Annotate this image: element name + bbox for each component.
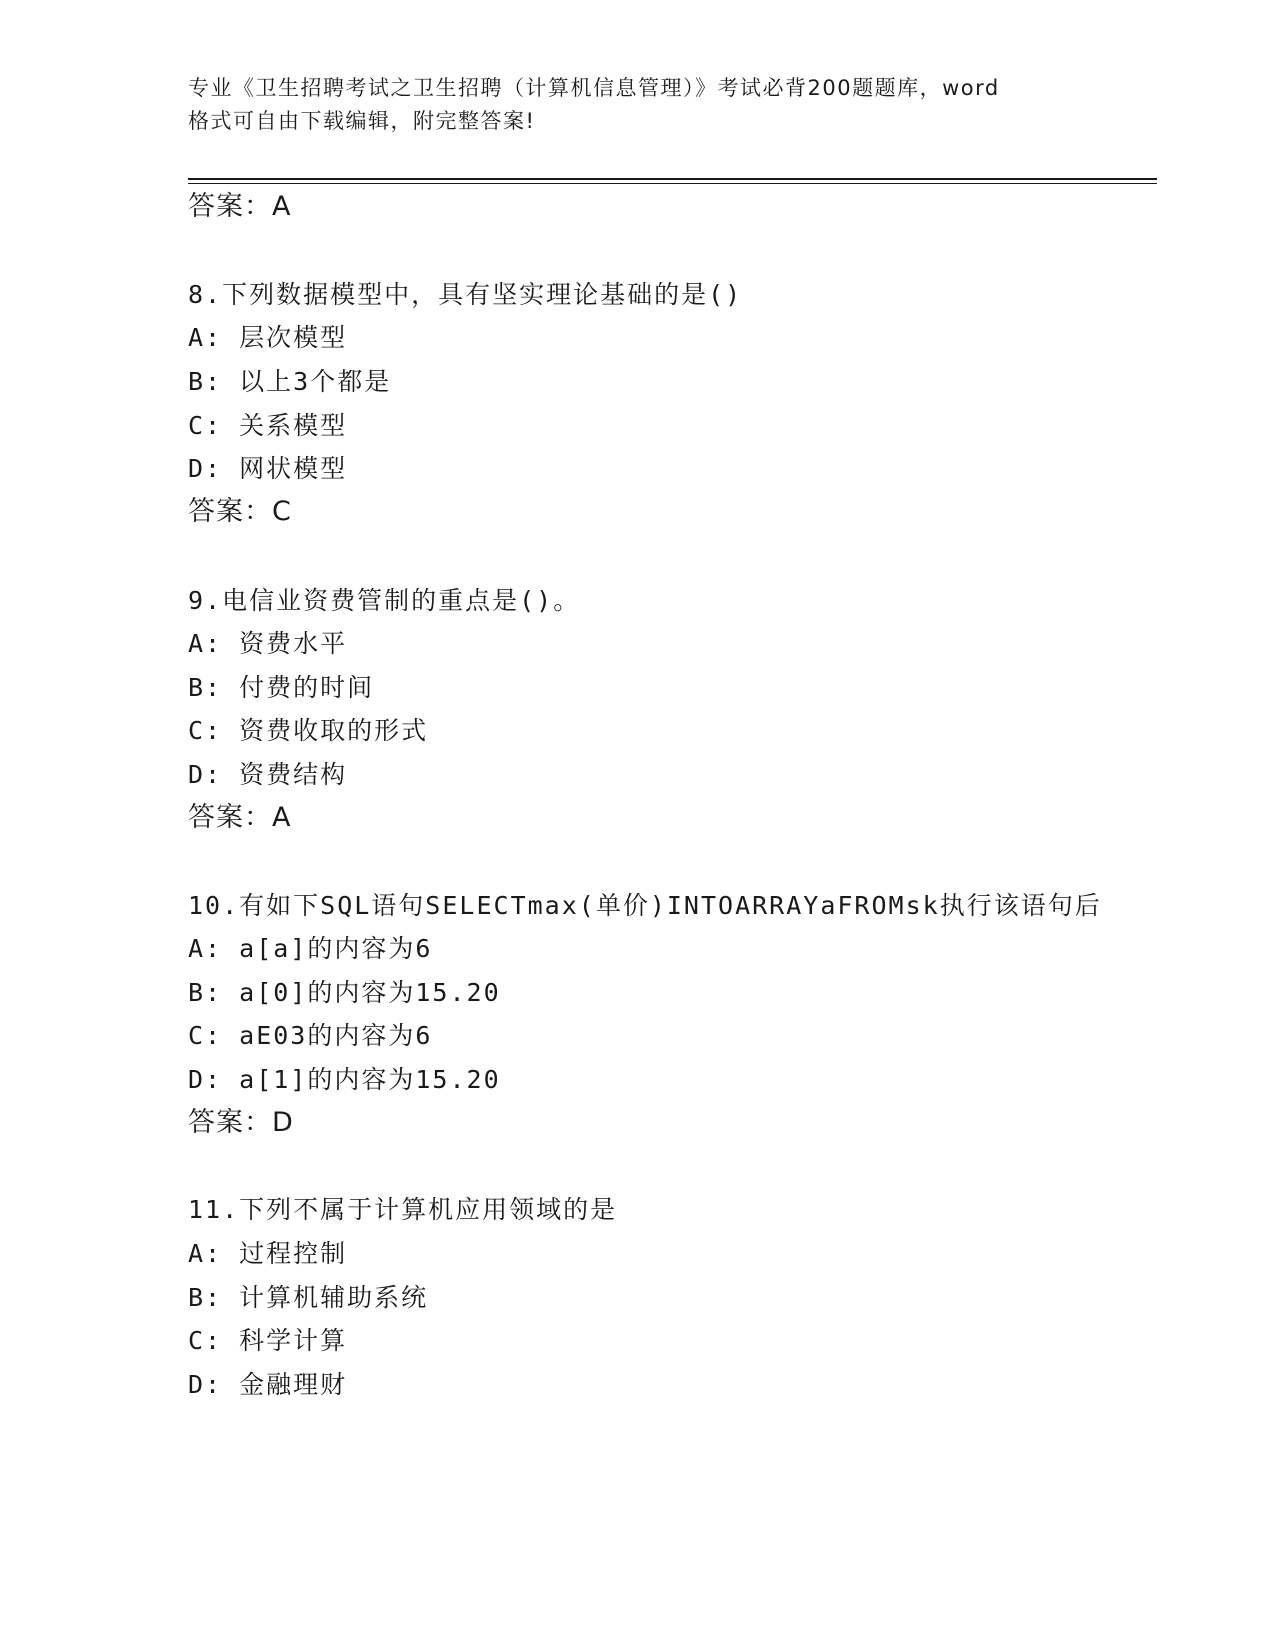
option-a: A: 层次模型 [188, 323, 348, 352]
option-a: A: 资费水平 [188, 629, 348, 658]
option-c: C: 资费收取的形式 [188, 716, 429, 745]
option-b: B: 付费的时间 [188, 673, 375, 702]
option-a: A: a[a]的内容为6 [188, 934, 433, 963]
header-divider-thin [188, 183, 1157, 184]
option-d: D: a[1]的内容为15.20 [188, 1065, 501, 1094]
answer-line: 答案：C [188, 496, 292, 527]
option-c: C: aE03的内容为6 [188, 1021, 433, 1050]
option-b: B: a[0]的内容为15.20 [188, 978, 501, 1007]
option-c: C: 科学计算 [188, 1326, 348, 1355]
header-divider-thick [188, 178, 1157, 180]
option-d: D: 资费结构 [188, 760, 348, 789]
option-a: A: 过程控制 [188, 1239, 348, 1268]
option-d: D: 网状模型 [188, 454, 348, 483]
answer-line: 答案：A [188, 191, 292, 222]
question-stem: 8.下列数据模型中，具有坚实理论基础的是() [188, 280, 743, 309]
option-b: B: 以上3个都是 [188, 367, 392, 396]
option-b: B: 计算机辅助系统 [188, 1283, 429, 1312]
question-stem: 11.下列不属于计算机应用领域的是 [188, 1195, 618, 1224]
option-c: C: 关系模型 [188, 411, 348, 440]
answer-line: 答案：D [188, 1107, 294, 1138]
header-line-1: 专业《卫生招聘考试之卫生招聘（计算机信息管理）》考试必背200题题库，word [188, 76, 1000, 100]
header-line-2: 格式可自由下载编辑，附完整答案! [188, 109, 536, 133]
document-header [188, 72, 1088, 138]
question-stem: 10.有如下SQL语句SELECTmax(单价)INTOARRAYaFROMsk执行该语句后 [188, 891, 1102, 920]
answer-line: 答案：A [188, 802, 292, 833]
question-stem: 9.电信业资费管制的重点是()。 [188, 586, 581, 615]
option-d: D: 金融理财 [188, 1370, 348, 1399]
